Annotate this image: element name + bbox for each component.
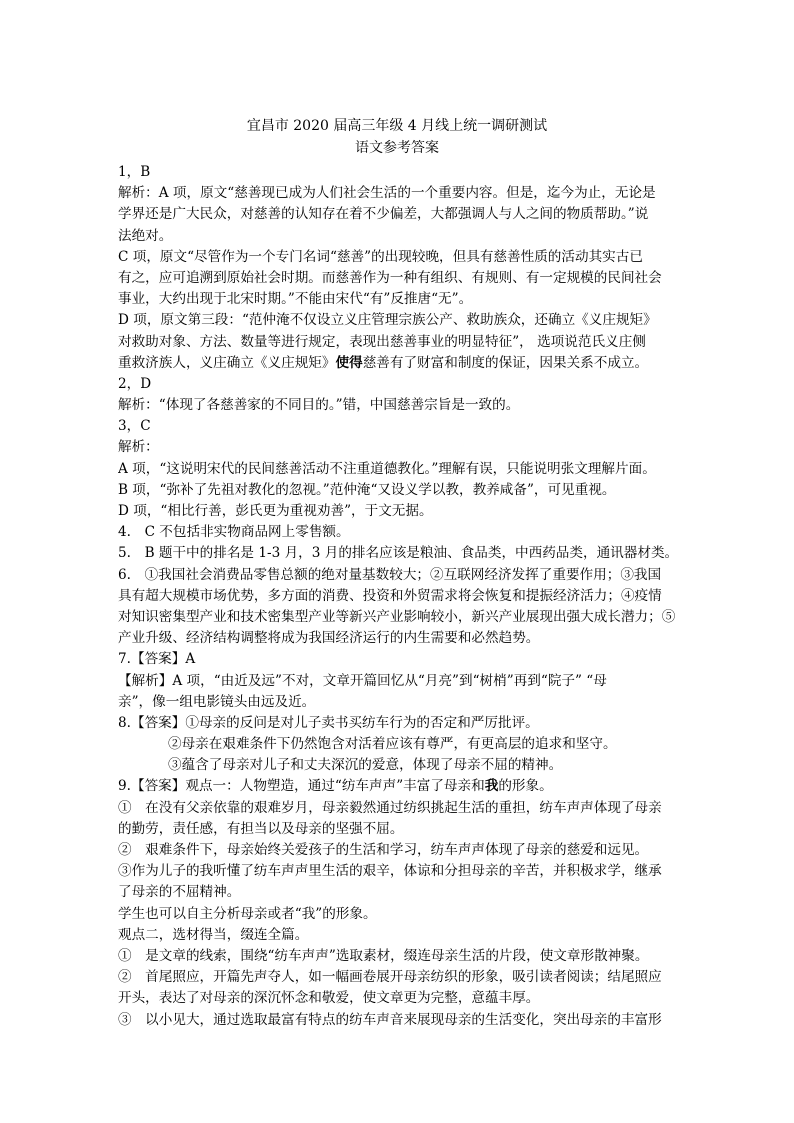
answer-line: 2，D	[118, 375, 152, 392]
answer-line: 具有超大规模市场优势，多方面的消费、投资和外贸需求将会恢复和提振经济活力；④疫情	[118, 587, 662, 604]
answer-line: A 项，“这说明宋代的民间慈善活动不注重道德教化。”理解有误，只能说明张文理解片面。	[118, 460, 656, 477]
answer-line: ③ 以小见大，通过选取最富有特点的纺车声音来展现母亲的生活变化，突出母亲的丰富形	[118, 1011, 662, 1028]
line-text: 重救济族人，义庄确立《义庄规矩》	[118, 354, 336, 371]
answer-line: C 项，原文“尽管作为一个专门名词“慈善”的出现较晚，但具有慈善性质的活动其实古已	[118, 248, 643, 265]
document-subtitle: 语文参考答案	[355, 140, 439, 156]
answer-line: 对知识密集型产业和技术密集型产业等新兴产业影响较小，新兴产业展现出强大成长潜力；⑤	[118, 608, 676, 625]
answer-line: 3，C	[118, 418, 151, 435]
answer-line: ②母亲在艰难条件下仍然饱含对活着应该有尊严，有更高层的追求和坚守。	[168, 736, 617, 753]
answer-line: 学生也可以自主分析母亲或者“我”的形象。	[118, 905, 377, 922]
answer-line: 的勤劳，责任感，有担当以及母亲的坚强不屈。	[118, 820, 404, 837]
answer-line: 【解析】A 项，“由近及远”不对，文章开篇回忆从“月亮”到“树梢”再到“院子” “母	[118, 672, 607, 689]
answer-line: ② 艰难条件下，母亲始终关爱孩子的生活和学习，纺车声声体现了母亲的慈爱和远见。	[118, 842, 649, 858]
line-text: 的形象。	[498, 778, 553, 795]
answer-line: 事业，大约出现于北宋时期。”不能由宋代“有”反推唐“无”。	[118, 291, 473, 308]
answer-line: D 项，“相比行善，彭氏更为重视劝善”，于文无据。	[118, 503, 433, 519]
answer-line: 观点二，选材得当，缀连全篇。	[118, 926, 309, 943]
answer-line	[118, 353, 684, 374]
answer-line: 解析：A 项，原文“慈善现已成为人们社会生活的一个重要内容。但是，迄今为止，无论是	[118, 185, 656, 202]
answer-line: 产业升级、经济结构调整将成为我国经济运行的内生需要和必然趋势。	[118, 630, 540, 647]
answer-body	[118, 162, 684, 1031]
answer-line: 7.【答案】A	[118, 651, 196, 668]
bold-text: 使得	[335, 354, 363, 371]
line-text: 慈善有了财富和制度的保证，因果关系不成立。	[362, 354, 649, 371]
answer-line: B 项，“弥补了先祖对教化的忽视。”范仲淹“又设义学以教，教养咸备”，可见重视。	[118, 481, 616, 498]
answer-line: 8.【答案】①母亲的反问是对儿子卖书买纺车行为的否定和严厉批评。	[118, 714, 539, 731]
answer-line: 亲”，像一组电影镜头由远及近。	[118, 693, 316, 710]
answer-line: 1，B	[118, 164, 151, 180]
answer-line	[118, 776, 684, 797]
answer-line: D 项，原文第三段：“范仲淹不仅设立义庄管理宗族公产、救助族众，还确立《义庄规矩》	[118, 312, 657, 329]
answer-line: 4. C 不包括非实物商品网上零售额。	[118, 524, 350, 541]
answer-line: 对救助对象、方法、数量等进行规定，表现出慈善事业的明显特征”， 选项说范氏义庄侧	[118, 333, 646, 350]
answer-line: 6. ①我国社会消费品零售总额的绝对量基数较大；②互联网经济发挥了重要作用；③我国	[118, 566, 662, 583]
answer-line: ① 是文章的线索，围绕“纺车声声”选取素材，缀连母亲生活的片段，使文章形散神聚。	[118, 947, 649, 964]
bold-text: 我	[484, 778, 499, 795]
answer-line: 法绝对。	[118, 227, 173, 244]
line-text: 9.【答案】观点一：人物塑造，通过“纺车声声”丰富了母亲和	[118, 778, 485, 795]
answer-line: ① 在没有父亲依靠的艰难岁月，母亲毅然通过纺织挑起生活的重担，纺车声声体现了母亲	[118, 799, 662, 816]
answer-line: 有之，应可追溯到原始社会时期。而慈善作为一种有组织、有规则、有一定规模的民间社会	[118, 269, 662, 286]
document-title: 宜昌市 2020 届高三年级 4 月线上统一调研测试	[246, 118, 548, 134]
answer-line: ③蕴含了母亲对儿子和丈夫深沉的爱意，体现了母亲不屈的精神。	[168, 757, 563, 774]
answer-line: 解析：“体现了各慈善家的不同目的。”错，中国慈善宗旨是一致的。	[118, 397, 520, 414]
answer-line: 开头，表达了对母亲的深沉怀念和敬爱，使文章更为完整，意蕴丰厚。	[118, 990, 540, 1007]
answer-line: 学界还是广大民众，对慈善的认知存在着不少偏差，大都强调人与人之间的物质帮助。”说	[118, 206, 649, 223]
answer-line: ③作为儿子的我听懂了纺车声声里生活的艰辛，体谅和分担母亲的辛苦，并积极求学，继承	[118, 863, 662, 880]
answer-line: 了母亲的不屈精神。	[118, 884, 241, 901]
answer-line: 5. B 题干中的排名是 1-3 月，3 月的排名应该是粮油、食品类，中西药品类，通讯器材类。	[118, 545, 679, 562]
answer-line: ② 首尾照应，开篇先声夺人，如一幅画卷展开母亲纺织的形象，吸引读者阅读；结尾照应	[118, 969, 662, 986]
answer-line: 解析：	[118, 439, 159, 456]
